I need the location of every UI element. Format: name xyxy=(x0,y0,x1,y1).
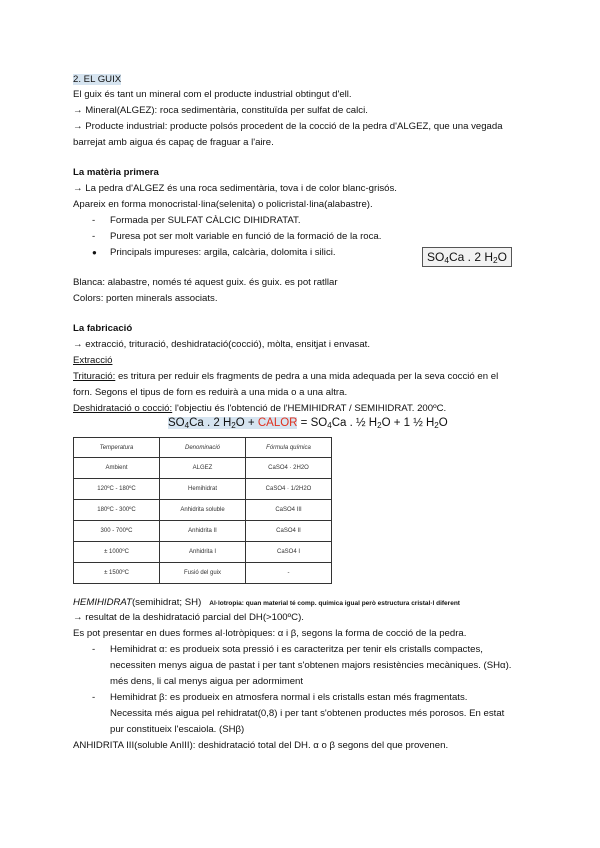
table-cell: 180ºC - 300ºC xyxy=(74,500,160,521)
anhidrita-line: ANHIDRITA III(soluble AnIII): deshidratació total del DH. α o β segons del que provenen. xyxy=(73,740,449,751)
table-cell: CaSO4 · 1/2H2O xyxy=(246,479,332,500)
blanca-text: Blanca: alabastre, només té aquest guix. és guix. es pot ratllar xyxy=(73,277,338,288)
industrial-text-1: → Producte industrial: producte polsós procedent de la cocció de la pedra d'ALGEZ, que una vegada xyxy=(73,121,503,132)
reaction-equation: $SO_4Ca$ . 2 $H_2O$ + CALOR = $SO_4Ca$ . ½ $H_2O + 1$ ½ $H_2O$ xyxy=(168,417,448,430)
alpha-line-1: Hemihidrat α: es produeix sota pressió i es caracteritza per tenir els cristalls compactes, xyxy=(110,644,483,655)
alpha-line-2: necessiten menys aigua de pastat i per tant s'obtenen majors resistències mecàniques. (SHα). xyxy=(110,660,512,671)
hemihidrat-line-1: → resultat de la deshidratació parcial del DH(>100ºC). xyxy=(73,612,304,623)
hemihidrat-title: HEMIHIDRAT(semihidrat; SH) Al·lotropia: quan material té comp. química igual però estructura cristal·l diferent xyxy=(73,597,460,608)
list-marker: - xyxy=(92,231,96,242)
fabricacio-steps: → extracció, trituració, deshidratació(cocció), mòlta, ensitjat i envasat. xyxy=(73,339,370,350)
list-marker: - xyxy=(92,644,96,655)
table-cell: Fusió del guix xyxy=(160,563,246,584)
mineral-text: → Mineral(ALGEZ): roca sedimentària, constituïda per sulfat de calci. xyxy=(73,105,368,116)
list-marker: ● xyxy=(92,248,97,257)
list-item: Principals impureses: argila, calcària, dolomita i silici. xyxy=(110,247,336,258)
table-cell: CaSO4 II xyxy=(246,521,332,542)
materia-heading: La matèria primera xyxy=(73,167,159,178)
table-cell: ± 1000ºC xyxy=(74,542,160,563)
materia-line-1: → La pedra d'ALGEZ és una roca sedimentària, tova i de color blanc-grisós. xyxy=(73,183,397,194)
table-cell: Anhidrita I xyxy=(160,542,246,563)
alpha-line-3: més dens, li cal menys aigua per adormiment xyxy=(110,676,304,687)
list-item: Puresa pot ser molt variable en funció de la formació de la roca. xyxy=(110,231,382,242)
table-row xyxy=(74,458,332,479)
table-cell: CaSO4 III xyxy=(246,500,332,521)
dehydration-table xyxy=(73,437,332,584)
table-cell: CaSO4 I xyxy=(246,542,332,563)
table-cell: 300 - 700ºC xyxy=(74,521,160,542)
table-header-row xyxy=(74,438,332,458)
deshidratacio-line: Deshidratació o cocció: l'objectiu és l'obtenció de l'HEMIHIDRAT / SEMIHIDRAT. 200ºC. xyxy=(73,403,447,414)
table-header: Denominació xyxy=(160,438,246,458)
extraccio-label: Extracció xyxy=(73,355,113,366)
beta-line-2: Necessita més aigua pel rehidratat(0,8) i per tant s'obtenen productes més porosos. En estat xyxy=(110,708,505,719)
table-cell: ± 1500ºC xyxy=(74,563,160,584)
table-row xyxy=(74,479,332,500)
table-cell: Hemihidrat xyxy=(160,479,246,500)
table-header: Fórmula química xyxy=(246,438,332,458)
industrial-text-2: barrejat amb aigua és capaç de fraguar a l'aire. xyxy=(73,137,274,148)
table-cell: Ambient xyxy=(74,458,160,479)
colors-text: Colors: porten minerals associats. xyxy=(73,293,218,304)
materia-line-2: Apareix en forma monocristal·lina(selenita) o policristal·lina(alabastre). xyxy=(73,199,373,210)
trituracio-line-1: Trituració: es tritura per reduir els fragments de pedra a una mida adequada per la seva cocció en el xyxy=(73,371,499,382)
list-marker: - xyxy=(92,692,96,703)
list-marker: - xyxy=(92,215,96,226)
trituracio-line-2: forn. Segons el tipus de forn es reduirà a una mida o a una altra. xyxy=(73,387,348,398)
table-cell: 120ºC - 180ºC xyxy=(74,479,160,500)
beta-line-3: pur constitueix l'escaiola. (SHβ) xyxy=(110,724,245,735)
table-row xyxy=(74,542,332,563)
hemihidrat-line-2: Es pot presentar en dues formes al·lotròpiques: α i β, segons la forma de cocció de la pedra. xyxy=(73,628,467,639)
table-header: Temperatura xyxy=(74,438,160,458)
formula-box: $SO_4Ca$ . 2 $H_2O$ xyxy=(422,247,512,267)
beta-line-1: Hemihidrat β: es produeix en atmosfera normal i els cristalls estan més fragmentats. xyxy=(110,692,468,703)
intro-text: El guix és tant un mineral com el producte industrial obtingut d'ell. xyxy=(73,89,352,100)
table-cell: CaSO4 · 2H2O xyxy=(246,458,332,479)
table-cell: Anhidrita II xyxy=(160,521,246,542)
table-row xyxy=(74,563,332,584)
table-cell: Anhidrita soluble xyxy=(160,500,246,521)
section-title: 2. EL GUIX xyxy=(73,74,122,85)
table-cell: ALGEZ xyxy=(160,458,246,479)
table-cell: - xyxy=(246,563,332,584)
table-row xyxy=(74,521,332,542)
table-row xyxy=(74,500,332,521)
list-item: Formada per SULFAT CÀLCIC DIHIDRATAT. xyxy=(110,215,301,226)
fabricacio-heading: La fabricació xyxy=(73,323,133,334)
